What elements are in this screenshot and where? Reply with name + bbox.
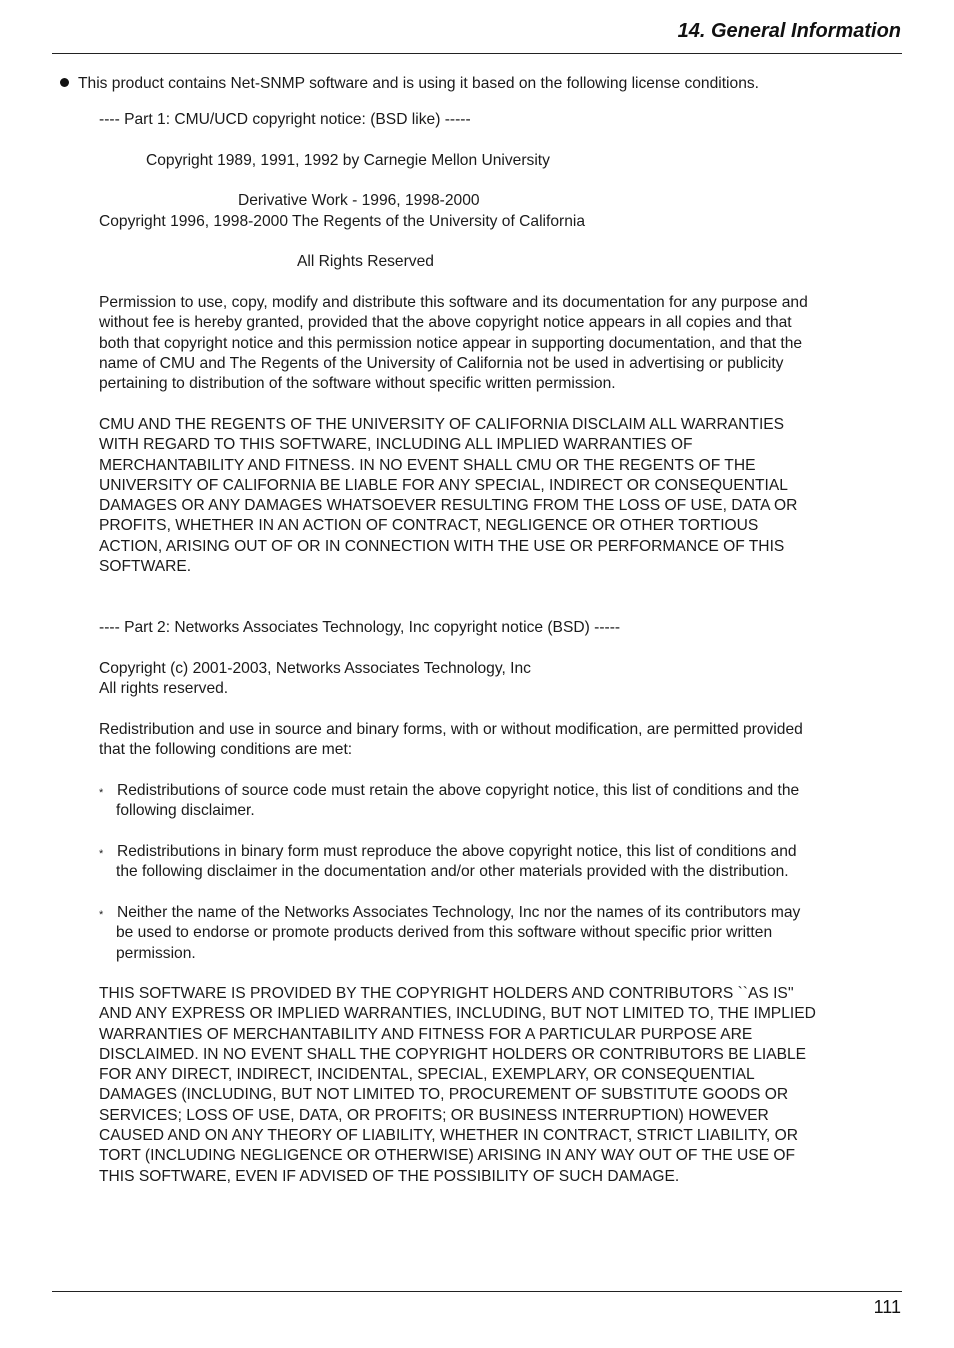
paragraph-line: DISCLAIMED. IN NO EVENT SHALL THE COPYRIGHT HOLDERS OR CONTRIBUTORS BE LIABLE (99, 1045, 807, 1063)
paragraph-line: CMU AND THE REGENTS OF THE UNIVERSITY OF CALIFORNIA DISCLAIM ALL WARRANTIES (99, 416, 785, 433)
paragraph-line: WARRANTIES OF MERCHANTABILITY AND FITNESS FOR A PARTICULAR PURPOSE ARE (99, 1025, 753, 1043)
paragraph-line: following disclaimer. (116, 802, 255, 820)
paragraph-line: SERVICES; LOSS OF USE, DATA, OR PROFITS; OR BUSINESS INTERRUPTION) HOWEVER (99, 1106, 769, 1124)
paragraph-line: DAMAGES OR ANY DAMAGES WHATSOEVER RESULTING FROM THE LOSS OF USE, DATA OR (99, 497, 798, 515)
asterisk-bullet-icon: * (99, 787, 104, 799)
paragraph-line: Redistribution and use in source and binary forms, with or without modification, are permitted provided (99, 721, 803, 738)
paragraph-line: Permission to use, copy, modify and distribute this software and its documentation for any purpose and (99, 294, 808, 311)
asterisk-bullet-icon: * (99, 909, 104, 921)
nat-copyright: Copyright (c) 2001-2003, Networks Associates Technology, Inc (99, 660, 531, 677)
paragraph-line: UNIVERSITY OF CALIFORNIA BE LIABLE FOR ANY SPECIAL, INDIRECT OR CONSEQUENTIAL (99, 476, 788, 494)
part2-heading: ---- Part 2: Networks Associates Technology, Inc copyright notice (BSD) ----- (99, 619, 621, 636)
part2-disclaimer-paragraph (99, 984, 816, 1187)
paragraph-line: DAMAGES (INCLUDING, BUT NOT LIMITED TO, PROCUREMENT OF SUBSTITUTE GOODS OR (99, 1086, 789, 1104)
paragraph-line: Redistributions of source code must retain the above copyright notice, this list of conditions and the (117, 782, 800, 799)
uc-copyright: Copyright 1996, 1998-2000 The Regents of the University of California (99, 213, 586, 230)
asterisk-bullet-icon: * (99, 848, 104, 860)
paragraph-line: AND ANY EXPRESS OR IMPLIED WARRANTIES, INCLUDING, BUT NOT LIMITED TO, THE IMPLIED (99, 1005, 816, 1023)
part1-disclaimer-paragraph (99, 415, 797, 577)
part1-permission-paragraph (99, 293, 808, 394)
paragraph-line: be used to endorse or promote products derived from this software without specific prior written (116, 924, 773, 942)
intro-text: This product contains Net-SNMP software and is using it based on the following license conditions. (78, 75, 760, 92)
paragraph-line: that the following conditions are met: (99, 741, 353, 759)
part1-heading: ---- Part 1: CMU/UCD copyright notice: (BSD like) ----- (99, 111, 471, 128)
cmu-copyright: Copyright 1989, 1991, 1992 by Carnegie Mellon University (146, 152, 550, 169)
paragraph-line: SOFTWARE. (99, 558, 192, 576)
paragraph-line: the following disclaimer in the documentation and/or other materials provided with the distribution. (116, 863, 789, 881)
paragraph-line: Redistributions in binary form must reproduce the above copyright notice, this list of conditions and (117, 843, 797, 860)
paragraph-line: THIS SOFTWARE, EVEN IF ADVISED OF THE POSSIBILITY OF SUCH DAMAGE. (99, 1167, 680, 1185)
derivative-work: Derivative Work - 1996, 1998-2000 (238, 192, 480, 209)
nat-rights: All rights reserved. (99, 680, 229, 697)
paragraph-line: permission. (116, 944, 196, 962)
paragraph-line: CAUSED AND ON ANY THEORY OF LIABILITY, WHETHER IN CONTRACT, STRICT LIABILITY, OR (99, 1127, 798, 1145)
redistribution-paragraph (99, 720, 803, 761)
page-number: 111 (873, 1297, 901, 1317)
paragraph-line: ACTION, ARISING OUT OF OR IN CONNECTION WITH THE USE OR PERFORMANCE OF THIS (99, 537, 785, 555)
section-title: 14. General Information (677, 20, 901, 42)
paragraph-line: name of CMU and The Regents of the University of California not be used in advertising or publicity (99, 354, 784, 372)
paragraph-line: both that copyright notice and this permission notice appear in supporting documentation, and that the (99, 334, 803, 352)
condition-item (117, 781, 799, 822)
paragraph-line: PROFITS, WHETHER IN AN ACTION OF CONTRACT, NEGLIGENCE OR OTHER TORTIOUS (99, 517, 759, 535)
paragraph-line: THIS SOFTWARE IS PROVIDED BY THE COPYRIGHT HOLDERS AND CONTRIBUTORS ``AS IS'' (99, 985, 794, 1002)
paragraph-line: FOR ANY DIRECT, INDIRECT, INCIDENTAL, SPECIAL, EXEMPLARY, OR CONSEQUENTIAL (99, 1066, 755, 1084)
paragraph-line: WITH REGARD TO THIS SOFTWARE, INCLUDING ALL IMPLIED WARRANTIES OF (99, 436, 693, 454)
bullet-icon (60, 78, 69, 87)
condition-item (117, 842, 797, 883)
paragraph-line: MERCHANTABILITY AND FITNESS. IN NO EVENT SHALL CMU OR THE REGENTS OF THE (99, 456, 756, 474)
footer-divider (52, 1291, 902, 1292)
paragraph-line: TORT (INCLUDING NEGLIGENCE OR OTHERWISE) ARISING IN ANY WAY OUT OF THE USE OF (99, 1147, 796, 1165)
paragraph-line: pertaining to distribution of the software without specific written permission. (99, 375, 616, 393)
paragraph-line: Neither the name of the Networks Associates Technology, Inc nor the names of its contributors may (117, 904, 801, 921)
all-rights-reserved: All Rights Reserved (297, 253, 434, 270)
condition-item (117, 903, 800, 964)
header-divider (52, 53, 902, 54)
paragraph-line: without fee is hereby granted, provided that the above copyright notice appears in all copies and that (99, 314, 792, 332)
